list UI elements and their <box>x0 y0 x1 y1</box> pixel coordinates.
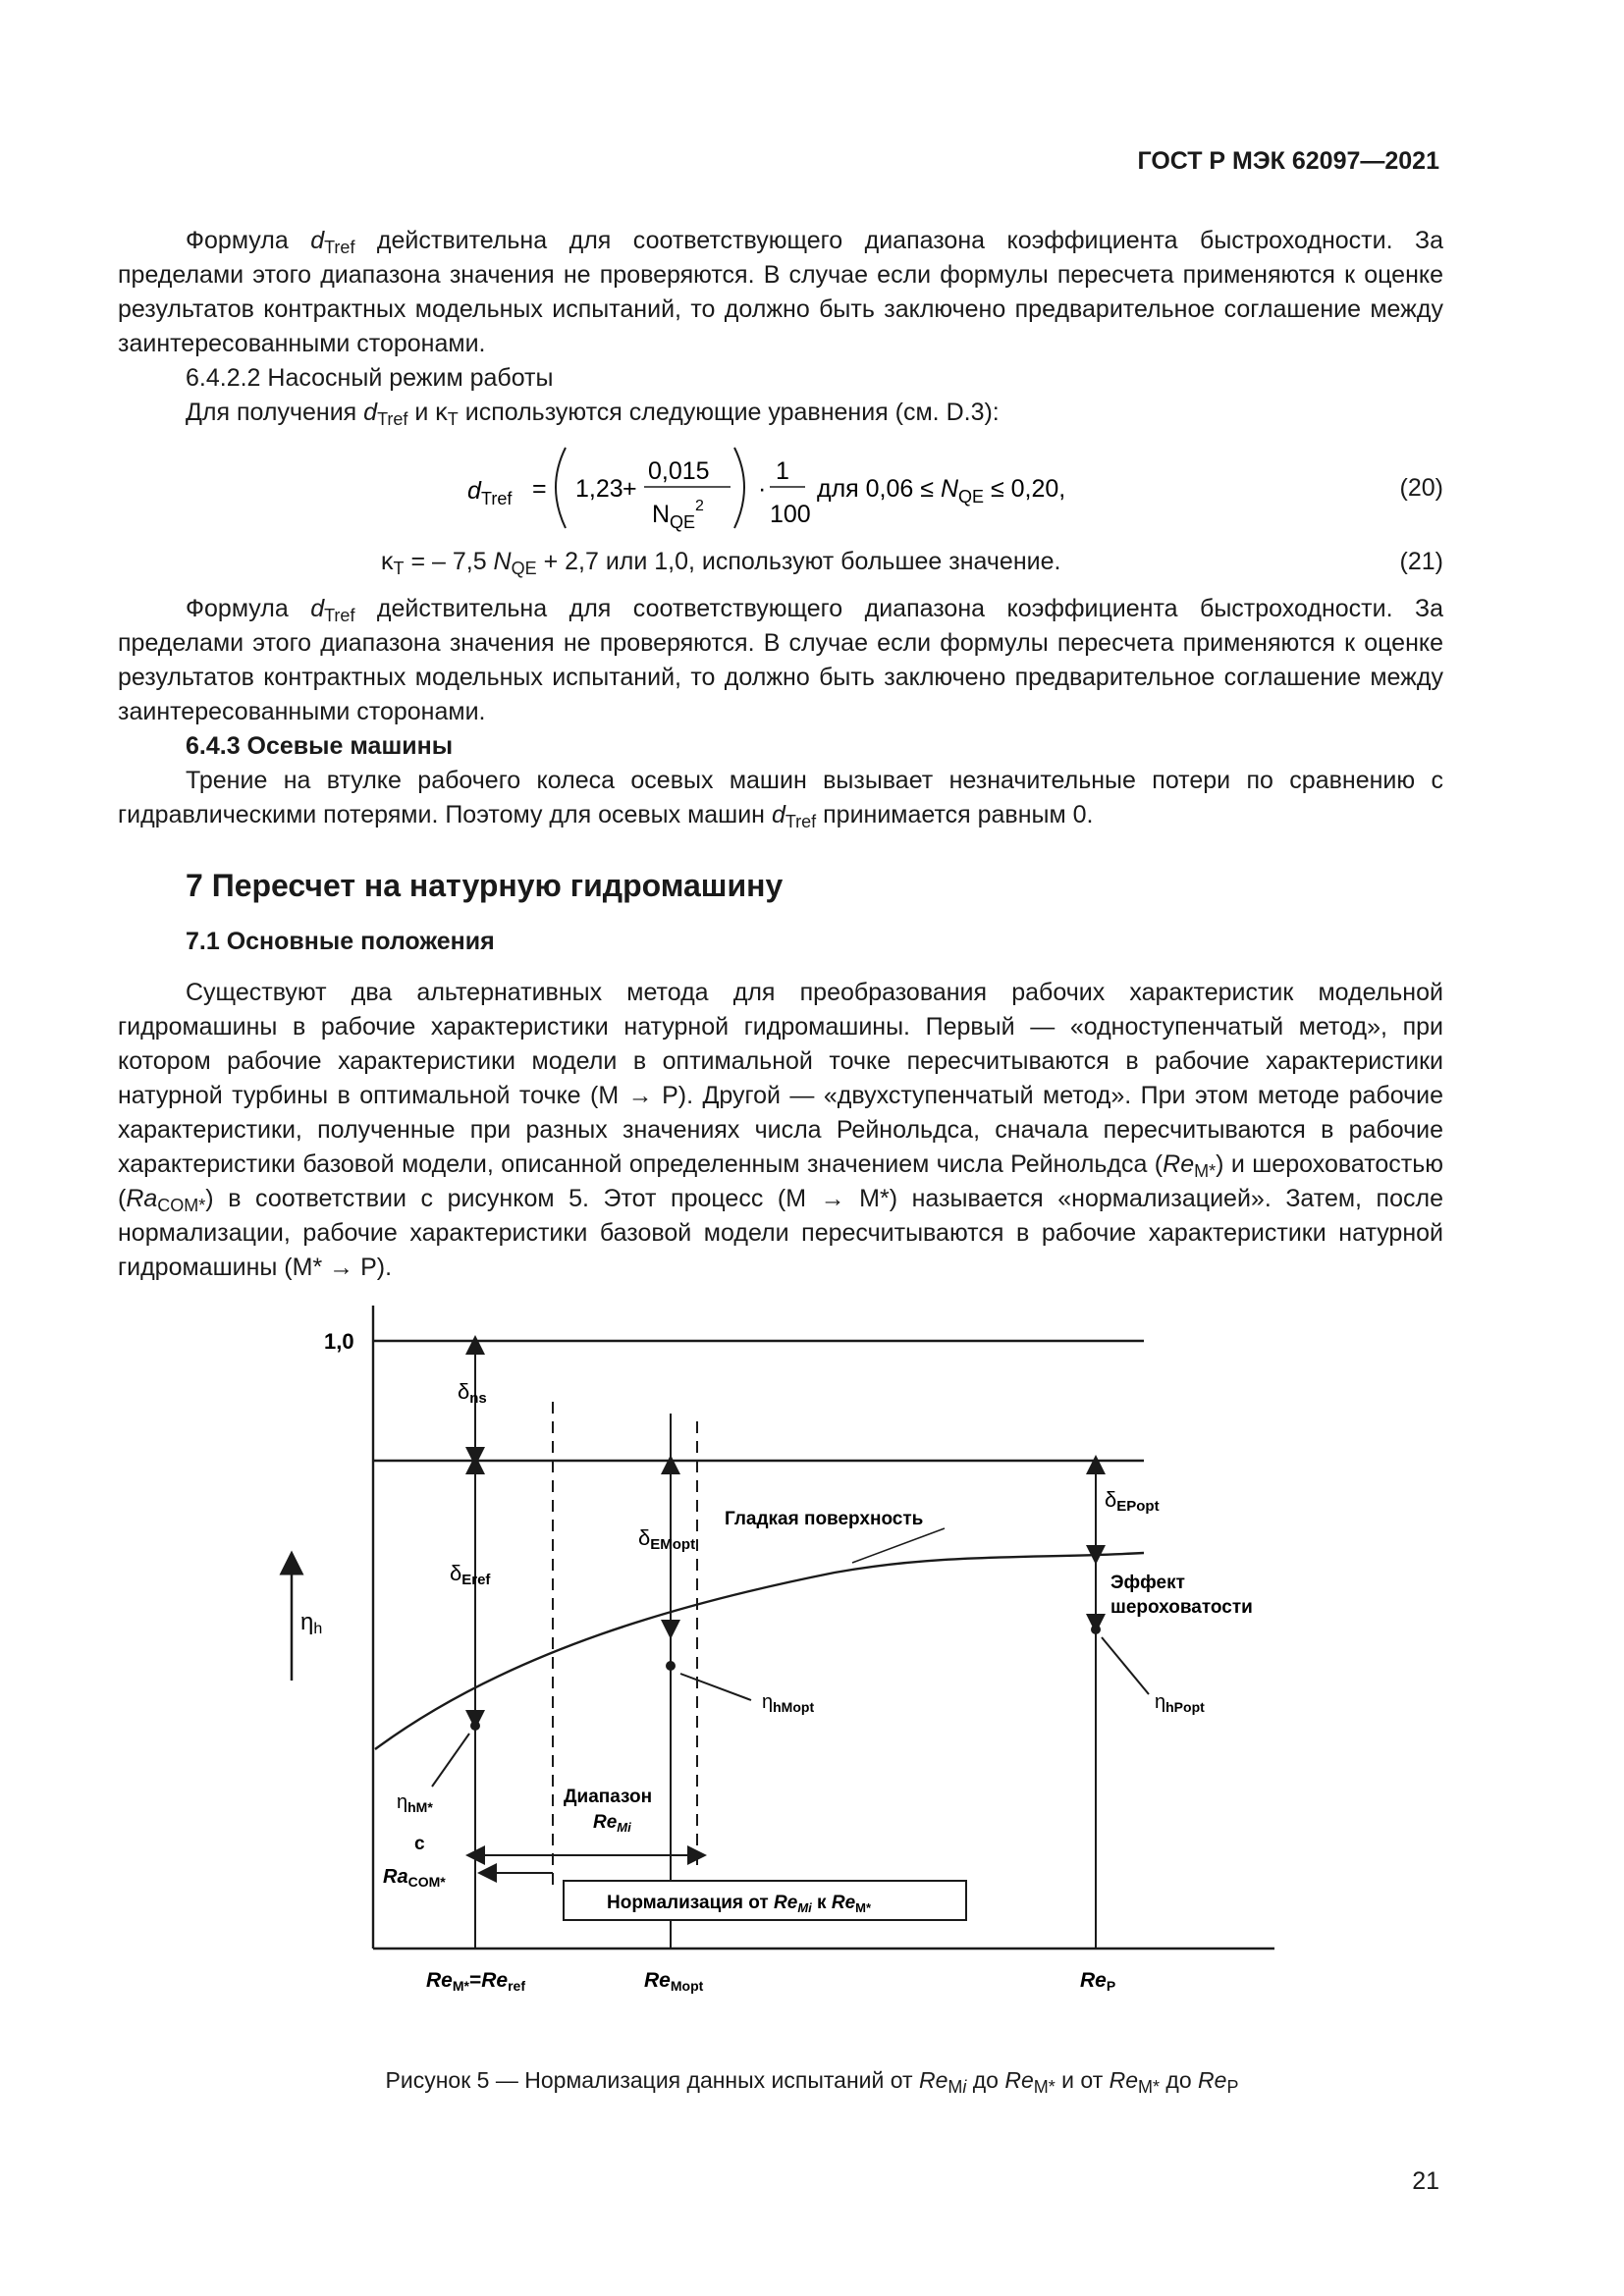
svg-text:N: N <box>652 501 671 528</box>
label-eta-hm-star: $\eta_{hM*}$ <box>397 1791 433 1815</box>
paragraph-formula-validity-1: Формула $d_{Tref}$ действительна для соответствующего диапазона коэффициента быстроходности. За пределами этого диапазона значения не проверяются. В случае если формулы пересчета применяются к оценке результатов контрактных модельных испытаний, то должно быть заключено предварительное соглашение между заинтересованными сторонами. <box>118 227 1443 357</box>
svg-text:для 0,06 ≤ NQE ≤ 0,20,: для $0,06 \le N_{QE} \le 0,20$, <box>817 475 1066 507</box>
svg-text:·: · <box>758 475 767 503</box>
figure-caption: Рисунок 5 — Нормализация данных испытаний от $Re_{Mi}$ до $Re_{M*}$ и от $Re_{M*}$ до $Re_P$ <box>385 2067 1239 2097</box>
svg-text:QE: QE <box>670 512 696 532</box>
svg-text:Tref: Tref <box>481 489 513 508</box>
label-eta-hmopt: $\eta_{hMopt}$ <box>762 1691 815 1715</box>
leader-hpopt <box>1102 1637 1149 1694</box>
label-range-line1: Диапазон <box>564 1787 653 1807</box>
point-hmopt <box>666 1661 676 1671</box>
page-number: 21 <box>1412 2167 1439 2195</box>
document-header: ГОСТ Р МЭК 62097—2021 <box>1137 147 1439 175</box>
paragraph-formula-validity-2: Формула $d_{Tref}$ действительна для соответствующего диапазона коэффициента быстроходности. За пределами этого диапазона значения не проверяются. В случае если формулы пересчета применяются к оценке результатов контрактных модельных испытаний, то должно быть заключено предварительное соглашение между заинтересованными сторонами. <box>118 595 1443 725</box>
svg-text:0,015: 0,015 <box>648 457 710 485</box>
label-eta-h: ηh <box>300 1609 323 1637</box>
svg-text:d: d <box>467 477 481 505</box>
smooth-surface-curve <box>375 1553 1144 1749</box>
section-6-4-2-2-title: 6.4.2.2 Насосный режим работы <box>186 364 554 392</box>
paragraph-methods: Существуют два альтернативных метода для преобразования рабочих характеристик модельной гидромашины в рабочие характеристики натурной гидромашины. Первый — «одноступенчатый метод», при котором рабочие характеристики модели в оптимальной точке пересчитываются в рабочие характеристики натурной турбины в оптимальной точке (М → Р). Другой — «двухступенчатый метод». При этом методе рабочие характеристики, полученные при разных значениях числа Рейнольдса, сначала пересчитываются в рабочие характеристики базовой модели, описанной определенным значением числа Рейнольдса $(Re_{M*})$ и шероховатостью $(Ra_{COM*})$ в соответствии с рисунком 5. Этот процесс (М → М*) называется «нормализацией». Затем, после нормализации, рабочие характеристики базовой модели пересчитываются в рабочие характеристики натурной гидромашины (М* → Р). <box>118 979 1444 1281</box>
section-6-4-3-title: 6.4.3 Осевые машины <box>186 732 454 760</box>
label-roughness-line1: Эффект <box>1110 1573 1185 1593</box>
section-6-4-2-2-intro: Для получения $d_{Tref}$ и $\kappa_T$ используются следующие уравнения (см. D.3): <box>186 399 1000 429</box>
equation-20-number: (20) <box>1399 474 1443 502</box>
label-delta-emopt: δEMopt <box>638 1525 696 1553</box>
svg-text:=: = <box>532 475 547 503</box>
equation-21-number: (21) <box>1399 548 1443 575</box>
label-smooth-surface: Гладкая поверхность <box>725 1509 924 1529</box>
label-eta-hpopt: $\eta_{hPopt}$ <box>1155 1691 1205 1715</box>
paragraph-axial-machines: Трение на втулке рабочего колеса осевых машин вызывает незначительные потери по сравнению с гидравлическими потерями. Поэтому для осевых машин $d_{Tref}$ принимается равным 0. <box>118 767 1443 831</box>
x-label-re-p: ReP <box>1080 1969 1116 1994</box>
leader-hmopt <box>680 1674 751 1700</box>
svg-text:1,23: 1,23 <box>575 475 623 503</box>
section-7-title: 7 Пересчет на натурную гидромашину <box>186 868 784 903</box>
label-delta-epopt: δEPopt <box>1105 1487 1160 1515</box>
y-tick-1-0: 1,0 <box>324 1329 354 1354</box>
label-ra-com: $Ra_{COM*}$ <box>383 1866 446 1890</box>
leader-hm-star <box>432 1734 469 1787</box>
label-normalization: Нормализация от $Re_{Mi}$ к $Re_{M*}$ <box>607 1893 872 1915</box>
point-hm-star <box>470 1721 480 1731</box>
x-label-re-m-star-ref: ReM*=Reref <box>426 1969 526 1994</box>
svg-text:1: 1 <box>776 457 789 485</box>
label-roughness-line2: шероховатости <box>1110 1597 1253 1618</box>
label-range-line2: $Re_{Mi}$ <box>593 1812 631 1835</box>
leader-smooth <box>852 1528 945 1563</box>
point-hpopt <box>1091 1625 1101 1634</box>
equation-21-body: $\kappa_T$ = – 7,5 $N_{QE} + 2,7$ или 1,0, используют большее значение. <box>381 548 1061 578</box>
svg-text:2: 2 <box>695 498 704 514</box>
label-with: с <box>414 1834 425 1854</box>
x-label-re-mopt: ReMopt <box>644 1969 704 1994</box>
label-delta-ns: δns <box>458 1379 487 1407</box>
svg-text:+: + <box>623 475 637 503</box>
svg-text:100: 100 <box>770 501 811 528</box>
section-7-1-title: 7.1 Основные положения <box>186 928 495 955</box>
label-delta-eref: δEref <box>450 1561 491 1588</box>
